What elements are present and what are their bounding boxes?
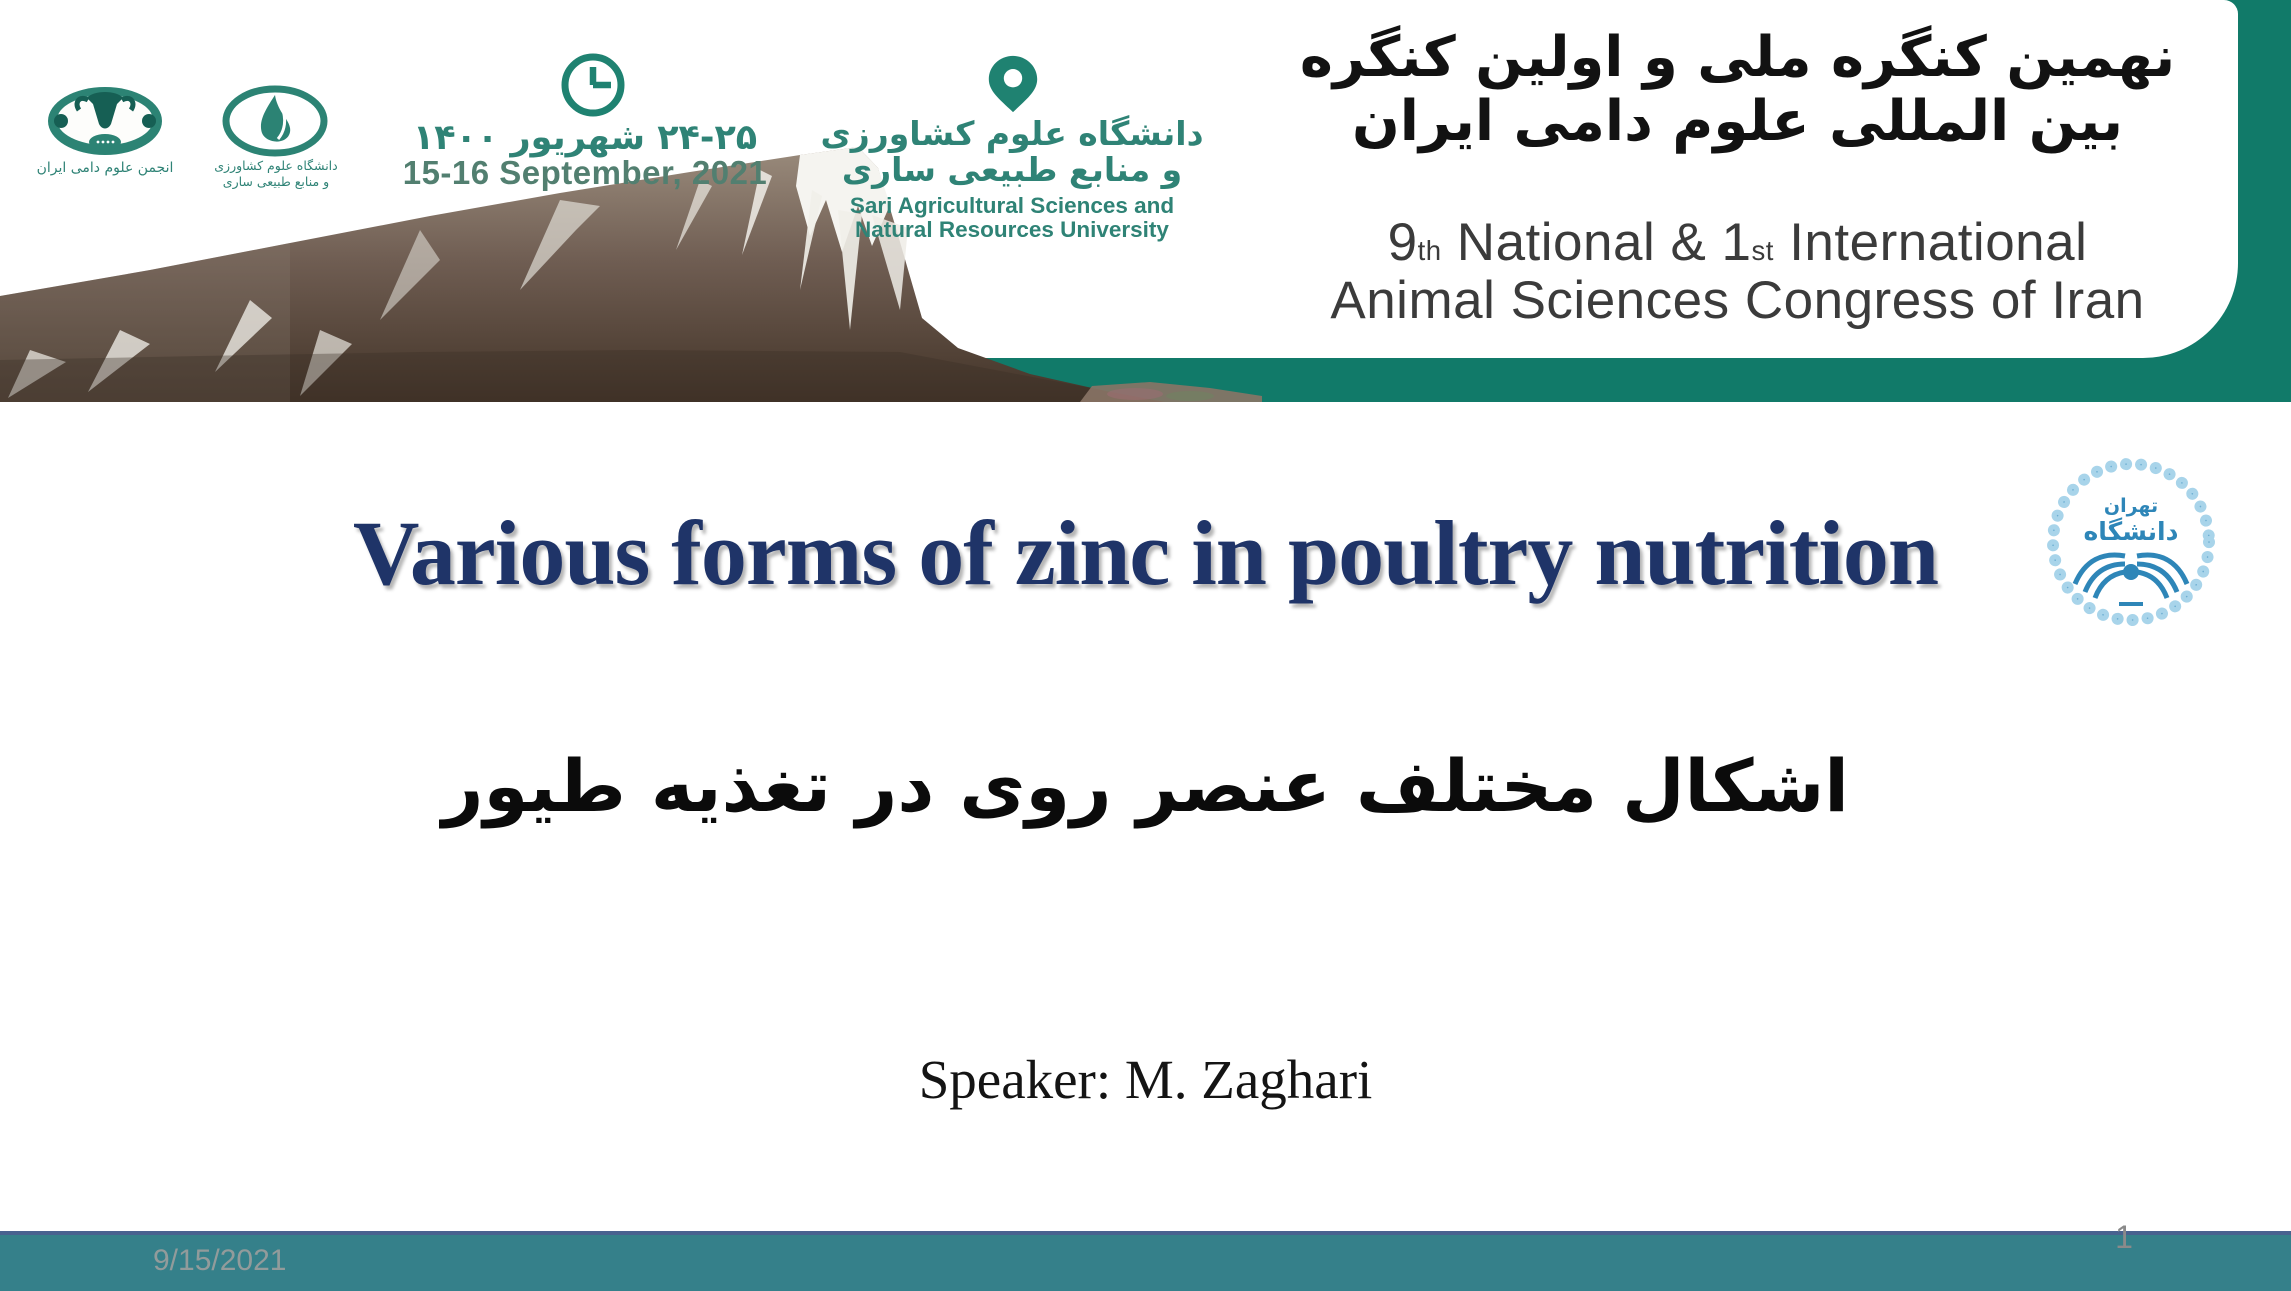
university-name-en-line2: Natural Resources University	[855, 217, 1169, 243]
congress-ordinal-1: 1	[1721, 213, 1752, 272]
congress-title-fa	[1245, 26, 2230, 154]
congress-tail-text: International	[1773, 213, 2088, 272]
page-number: 1	[2115, 1219, 2133, 1255]
location-pin-icon	[986, 54, 1040, 114]
sanru-logo-caption	[185, 158, 367, 189]
university-name-fa-line2: و منابع طبیعی ساری	[841, 150, 1183, 190]
animal-science-society-logo	[45, 84, 165, 158]
tehran-logo-word-top: تهران	[2103, 495, 2159, 517]
speaker-line: Speaker: M. Zaghari	[918, 1049, 1373, 1110]
congress-ordinal-th: th	[1417, 235, 1442, 266]
university-name-fa	[810, 116, 1214, 189]
university-name-en	[810, 194, 1214, 243]
congress-title-en-line2: Animal Sciences Congress of Iran	[1330, 271, 2145, 331]
society-label: انجمن علوم دامی ایران	[36, 160, 174, 176]
sanru-university-logo	[222, 85, 328, 157]
banner-content	[0, 0, 2291, 402]
congress-title-fa-line1: نهمین کنگره ملی و اولین کنگره	[1299, 25, 2176, 90]
university-name-en-line1: Sari Agricultural Sciences and	[849, 193, 1175, 218]
congress-ordinal-9: 9	[1387, 213, 1418, 272]
congress-ordinal-st: st	[1751, 235, 1774, 266]
sanru-caption-line2: و منابع طبیعی ساری	[222, 173, 330, 189]
footer-bar	[0, 1231, 2291, 1291]
congress-date-en: 15-16 September, 2021	[402, 154, 768, 191]
tehran-logo-word-main: دانشگاه	[2083, 517, 2179, 546]
congress-title-en	[1245, 214, 2230, 331]
congress-mid-text: National &	[1441, 213, 1722, 272]
header-banner	[0, 0, 2291, 402]
sanru-caption-line1: دانشگاه علوم کشاورزی	[214, 158, 338, 173]
congress-title-en-line1	[1245, 214, 2230, 272]
slide-title-en: Various forms of zinc in poultry nutrition	[352, 502, 1939, 604]
clock-icon	[560, 52, 626, 118]
slide-title-fa: اشکال مختلف عنصر روی در تغذیه طیور	[442, 744, 1849, 828]
footer-date: 9/15/2021	[153, 1244, 287, 1277]
university-name-fa-line1: دانشگاه علوم کشاورزی	[820, 114, 1204, 153]
congress-title-fa-line2: بین المللی علوم دامی ایران	[1352, 88, 2123, 154]
congress-date-fa: ۲۴-۲۵ شهریور ۱۴۰۰	[412, 118, 758, 158]
